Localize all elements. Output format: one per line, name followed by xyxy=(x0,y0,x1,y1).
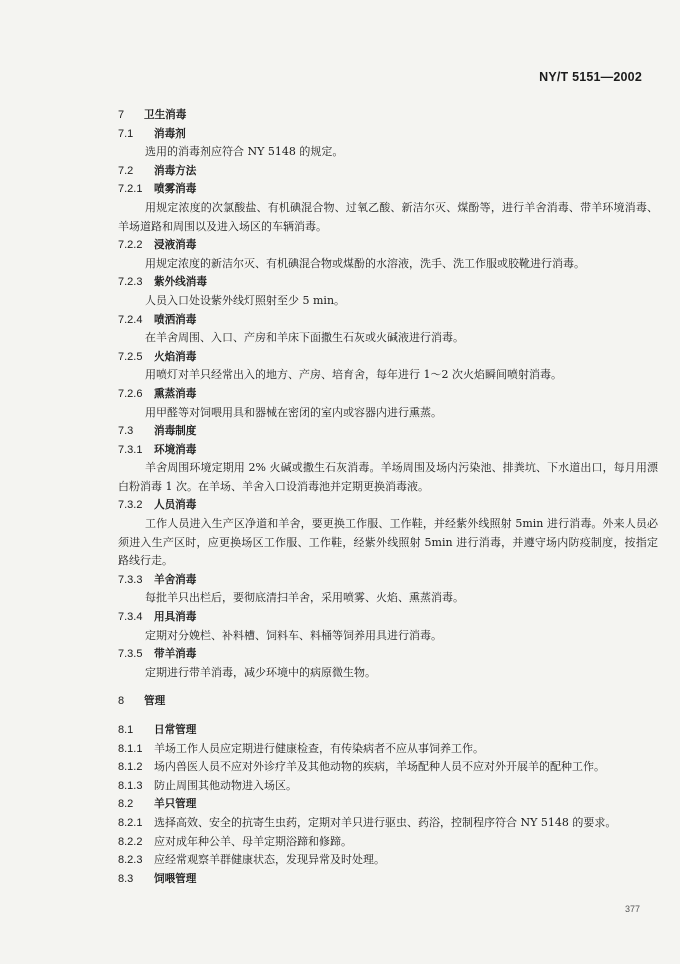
heading-number: 8.1 xyxy=(118,724,134,736)
clause-text: 应经常观察羊群健康状态，发现异常及时处理。 xyxy=(154,853,385,867)
heading-number: 7.2.4 xyxy=(118,313,143,326)
heading-title: 环境消毒 xyxy=(154,443,197,456)
paragraph: 用喷灯对羊只经常出入的地方、产房、培育舍，每年进行 1～2 次火焰瞬间喷射消毒。 xyxy=(145,368,562,382)
heading-title: 管理 xyxy=(144,695,166,708)
heading-title: 带羊消毒 xyxy=(154,648,197,661)
heading-number: 7.2 xyxy=(118,164,134,177)
paragraph: 在羊舍周围、入口、产房和羊床下面撒生石灰或火碱液进行消毒。 xyxy=(145,331,464,345)
heading-number: 7.3.2 xyxy=(118,499,143,512)
heading-h3 xyxy=(118,348,658,367)
heading-h2 xyxy=(118,125,658,144)
heading-title: 卫生消毒 xyxy=(144,109,187,121)
heading-title: 日常管理 xyxy=(154,724,197,736)
heading-number: 7.3.4 xyxy=(118,611,143,624)
heading-h2 xyxy=(118,162,658,181)
heading-number: 7.2.3 xyxy=(118,276,143,289)
document-body xyxy=(118,106,658,888)
heading-h2 xyxy=(118,422,658,441)
heading-title: 消毒制度 xyxy=(154,425,197,438)
heading-h2 xyxy=(118,721,658,740)
heading-title: 消毒方法 xyxy=(154,164,197,177)
clause-number: 8.1.1 xyxy=(118,742,143,755)
heading-title: 饲喂管理 xyxy=(154,872,197,885)
paragraph: 每批羊只出栏后，要彻底清扫羊舍，采用喷雾、火焰、熏蒸消毒。 xyxy=(145,591,464,605)
standard-code: NY/T 5151—2002 xyxy=(539,70,642,84)
heading-title: 火焰消毒 xyxy=(154,350,197,363)
clause-text: 场内兽医人员不应对外诊疗羊及其他动物的疾病，羊场配种人员不应对外开展羊的配种工作。 xyxy=(154,760,605,774)
heading-h3 xyxy=(118,180,658,199)
heading-title: 羊舍消毒 xyxy=(154,573,197,586)
clause-number: 8.1.2 xyxy=(118,761,143,774)
clause-text: 防止周围其他动物进入场区。 xyxy=(154,778,297,792)
section-gap xyxy=(118,711,658,721)
heading-title: 人员消毒 xyxy=(154,499,197,512)
heading-number: 8.2 xyxy=(118,798,134,811)
paragraph: 工作人员进入生产区净道和羊舍，要更换工作服、工作鞋，并经紫外线照射 5min 进行消毒。外来人员必须进入生产区时，应更换场区工作服、工作鞋，经紫外线照射 5min 进行消毒，并遵守场内防疫制度，按指定路线行走。 xyxy=(118,517,658,568)
heading-number: 7.3.3 xyxy=(118,573,143,586)
heading-h2 xyxy=(118,870,658,889)
heading-number: 7.1 xyxy=(118,127,134,140)
heading-h3 xyxy=(118,571,658,590)
paragraph: 用规定浓度的新洁尔灭、有机碘混合物或煤酚的水溶液，洗手、洗工作服或胶靴进行消毒。 xyxy=(145,256,585,270)
heading-number: 8.3 xyxy=(118,872,134,885)
heading-title: 喷雾消毒 xyxy=(154,183,197,196)
heading-number: 7.2.5 xyxy=(118,350,143,363)
clause-item xyxy=(118,740,658,759)
paragraph: 定期对分娩栏、补料槽、饲料车、料桶等饲养用具进行消毒。 xyxy=(145,628,442,642)
clause-number: 8.2.2 xyxy=(118,835,143,848)
heading-h3 xyxy=(118,645,658,664)
heading-number: 7.2.2 xyxy=(118,239,143,252)
heading-h3 xyxy=(118,273,658,292)
heading-h3 xyxy=(118,236,658,255)
clause-item xyxy=(118,777,658,796)
heading-h3 xyxy=(118,441,658,460)
heading-h1 xyxy=(118,692,658,711)
heading-number: 7 xyxy=(118,109,125,121)
heading-h3 xyxy=(118,608,658,627)
page-number: 377 xyxy=(624,904,640,914)
clause-item xyxy=(118,833,658,852)
paragraph: 羊舍周围环境定期用 2% 火碱或撒生石灰消毒。羊场周围及场内污染池、排粪坑、下水道出口，每月用漂白粉消毒 1 次。在羊场、羊舍入口设消毒池并定期更换消毒液。 xyxy=(118,461,658,493)
clause-text: 羊场工作人员应定期进行健康检查，有传染病者不应从事饲养工作。 xyxy=(154,741,484,755)
clause-item xyxy=(118,758,658,777)
heading-number: 7.3 xyxy=(118,425,134,438)
heading-title: 浸液消毒 xyxy=(154,239,197,252)
paragraph: 用甲醛等对饲喂用具和器械在密闭的室内或容器内进行熏蒸。 xyxy=(145,405,442,419)
heading-number: 7.3.1 xyxy=(118,443,143,456)
heading-h3 xyxy=(118,496,658,515)
paragraph: 选用的消毒剂应符合 NY 5148 的规定。 xyxy=(145,145,344,159)
heading-number: 7.2.1 xyxy=(118,183,143,196)
heading-number: 7.2.6 xyxy=(118,387,143,400)
paragraph: 定期进行带羊消毒，减少环境中的病原微生物。 xyxy=(145,665,376,679)
heading-title: 喷洒消毒 xyxy=(154,313,197,326)
clause-item xyxy=(118,851,658,870)
heading-h3 xyxy=(118,311,658,330)
clause-item xyxy=(118,814,658,833)
heading-title: 紫外线消毒 xyxy=(154,276,207,289)
clause-text: 应对成年种公羊、母羊定期浴蹄和修蹄。 xyxy=(154,834,352,848)
heading-h3 xyxy=(118,385,658,404)
heading-number: 8 xyxy=(118,695,125,708)
clause-number: 8.2.1 xyxy=(118,816,143,829)
clause-text: 选择高效、安全的抗寄生虫药，定期对羊只进行驱虫、药浴，控制程序符合 NY 5148 的要求。 xyxy=(154,815,617,829)
paragraph: 用规定浓度的次氯酸盐、有机碘混合物、过氧乙酸、新洁尔灭、煤酚等，进行羊舍消毒、带羊环境消毒、羊场道路和周围以及进入场区的车辆消毒。 xyxy=(118,200,658,233)
clause-number: 8.1.3 xyxy=(118,779,143,792)
section-gap xyxy=(118,682,658,692)
heading-number: 7.3.5 xyxy=(118,648,143,661)
heading-h2 xyxy=(118,795,658,814)
clause-number: 8.2.3 xyxy=(118,854,143,867)
heading-h1 xyxy=(118,106,658,125)
heading-title: 消毒剂 xyxy=(154,127,186,140)
paragraph: 人员入口处设紫外线灯照射至少 5 min。 xyxy=(145,293,346,307)
heading-title: 羊只管理 xyxy=(154,798,197,811)
heading-title: 用具消毒 xyxy=(154,611,197,624)
heading-title: 熏蒸消毒 xyxy=(154,387,197,400)
